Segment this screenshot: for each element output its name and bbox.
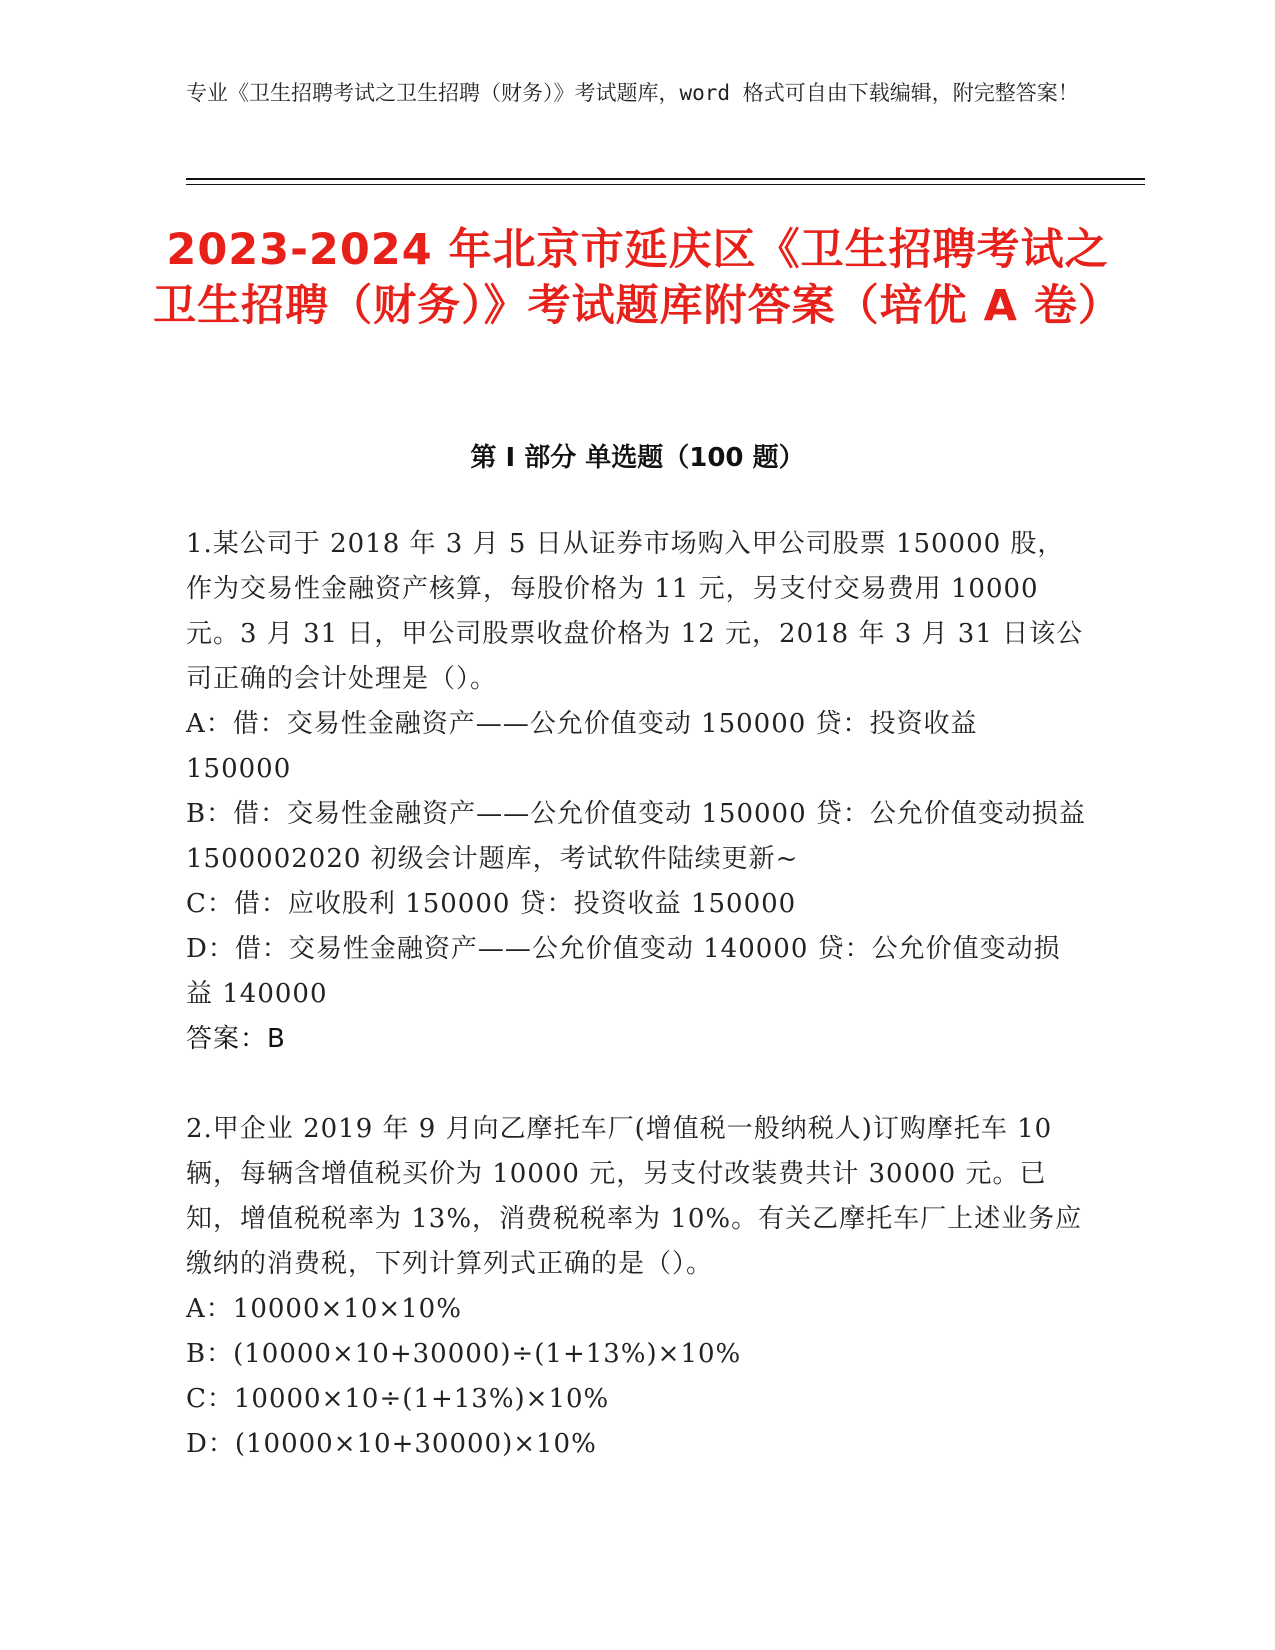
option-a: A：借：交易性金融资产——公允价值变动 150000 贷：投资收益 150000 [186,709,978,784]
option-d: D：(10000×10+30000)×10% [186,1429,597,1459]
header-divider-thick [186,178,1145,180]
question-stem: 1.某公司于 2018 年 3 月 5 日从证券市场购入甲公司股票 150000 股，作为交易性金融资产核算，每股价格为 11 元，另支付交易费用 10000 元。3 月 31 日，甲公司股票收盘价格为 12 元，2018 年 3 月 31 日该公司正确的会计处理是（）。 [186,529,1084,694]
option-b: B：借：交易性金融资产——公允价值变动 150000 贷：公允价值变动损益 1500002020 初级会计题库，考试软件陆续更新~ [186,799,1086,874]
document-title: 2023-2024 年北京市延庆区《卫生招聘考试之卫生招聘（财务）》考试题库附答案（培优 A 卷） [153,225,1122,331]
answer-text: 答案：B [186,1024,286,1054]
header-divider-thin [186,184,1145,185]
option-d: D：借：交易性金融资产——公允价值变动 140000 贷：公允价值变动损益 140000 [186,934,1061,1009]
header-note: 专业《卫生招聘考试之卫生招聘（财务）》考试题库，word 格式可自由下载编辑，附完整答案！ [186,81,1079,105]
option-b: B：(10000×10+30000)÷(1+13%)×10% [186,1339,742,1369]
option-c: C：10000×10÷(1+13%)×10% [186,1384,610,1414]
question-stem: 2.甲企业 2019 年 9 月向乙摩托车厂(增值税一般纳税人)订购摩托车 10 辆，每辆含增值税买价为 10000 元，另支付改装费共计 30000 元。已知，增值税税率为 13%，消费税税率为 10%。有关乙摩托车厂上述业务应缴纳的消费税，下列计算列式正确的是（）。 [186,1114,1083,1279]
section-heading: 第 I 部分 单选题（100 题） [470,443,805,473]
option-c: C：借：应收股利 150000 贷：投资收益 150000 [186,889,797,919]
option-a: A：10000×10×10% [186,1294,462,1324]
question-list [186,522,1086,1512]
question-1 [186,522,1086,1062]
question-2 [186,1107,1086,1467]
